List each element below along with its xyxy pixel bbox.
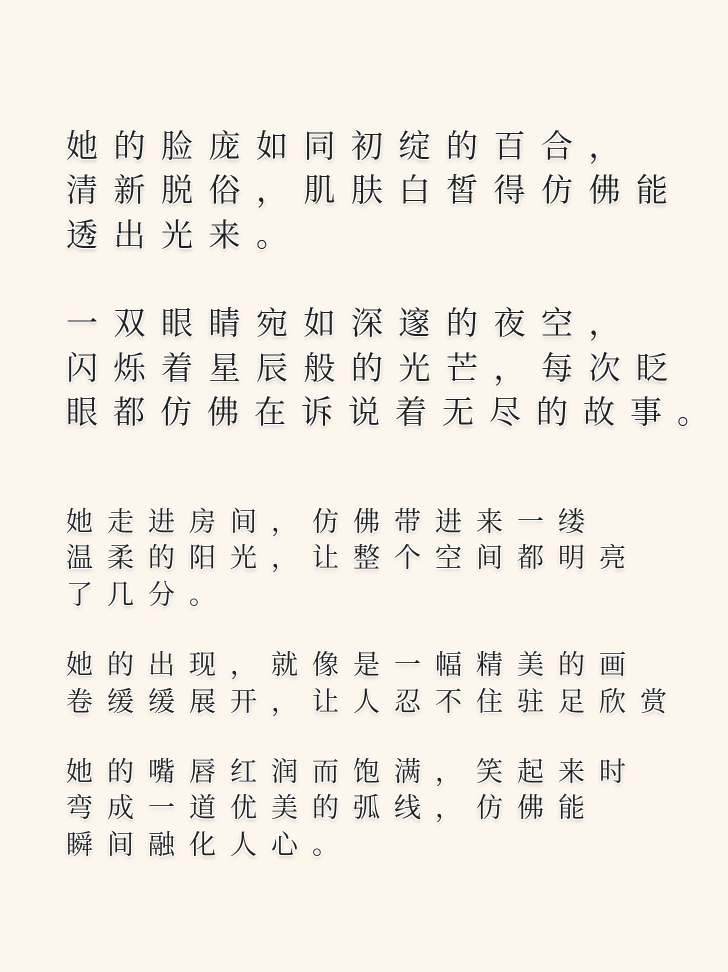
paragraph-5-line-1: 她的嘴唇红润而饱满，笑起来时 <box>66 757 640 788</box>
paragraph-4-line-1: 她的出现，就像是一幅精美的画 <box>66 650 640 681</box>
paragraph-3-line-2: 温柔的阳光，让整个空间都明亮 <box>66 543 640 574</box>
paragraph-1-line-1: 她的脸庞如同初绽的百合， <box>66 127 637 165</box>
paragraph-5-line-3: 瞬间融化人心。 <box>66 830 353 861</box>
paragraph-3-line-3: 了几分。 <box>66 580 230 611</box>
paragraph-1-line-3: 透出光来。 <box>66 216 304 254</box>
paragraph-2-line-3: 眼都仿佛在诉说着无尽的故事。 <box>66 393 725 431</box>
paragraph-4-line-2: 卷缓缓展开，让人忍不住驻足欣赏 <box>66 687 681 718</box>
paragraph-3-line-1: 她走进房间，仿佛带进来一缕 <box>66 507 599 538</box>
paragraph-2-line-2: 闪烁着星辰般的光芒，每次眨 <box>66 349 684 387</box>
paragraph-1-line-2: 清新脱俗，肌肤白皙得仿佛能 <box>66 171 684 209</box>
paragraph-5-line-2: 弯成一道优美的弧线，仿佛能 <box>66 793 599 824</box>
paragraph-2-line-1: 一双眼睛宛如深邃的夜空， <box>66 304 637 342</box>
